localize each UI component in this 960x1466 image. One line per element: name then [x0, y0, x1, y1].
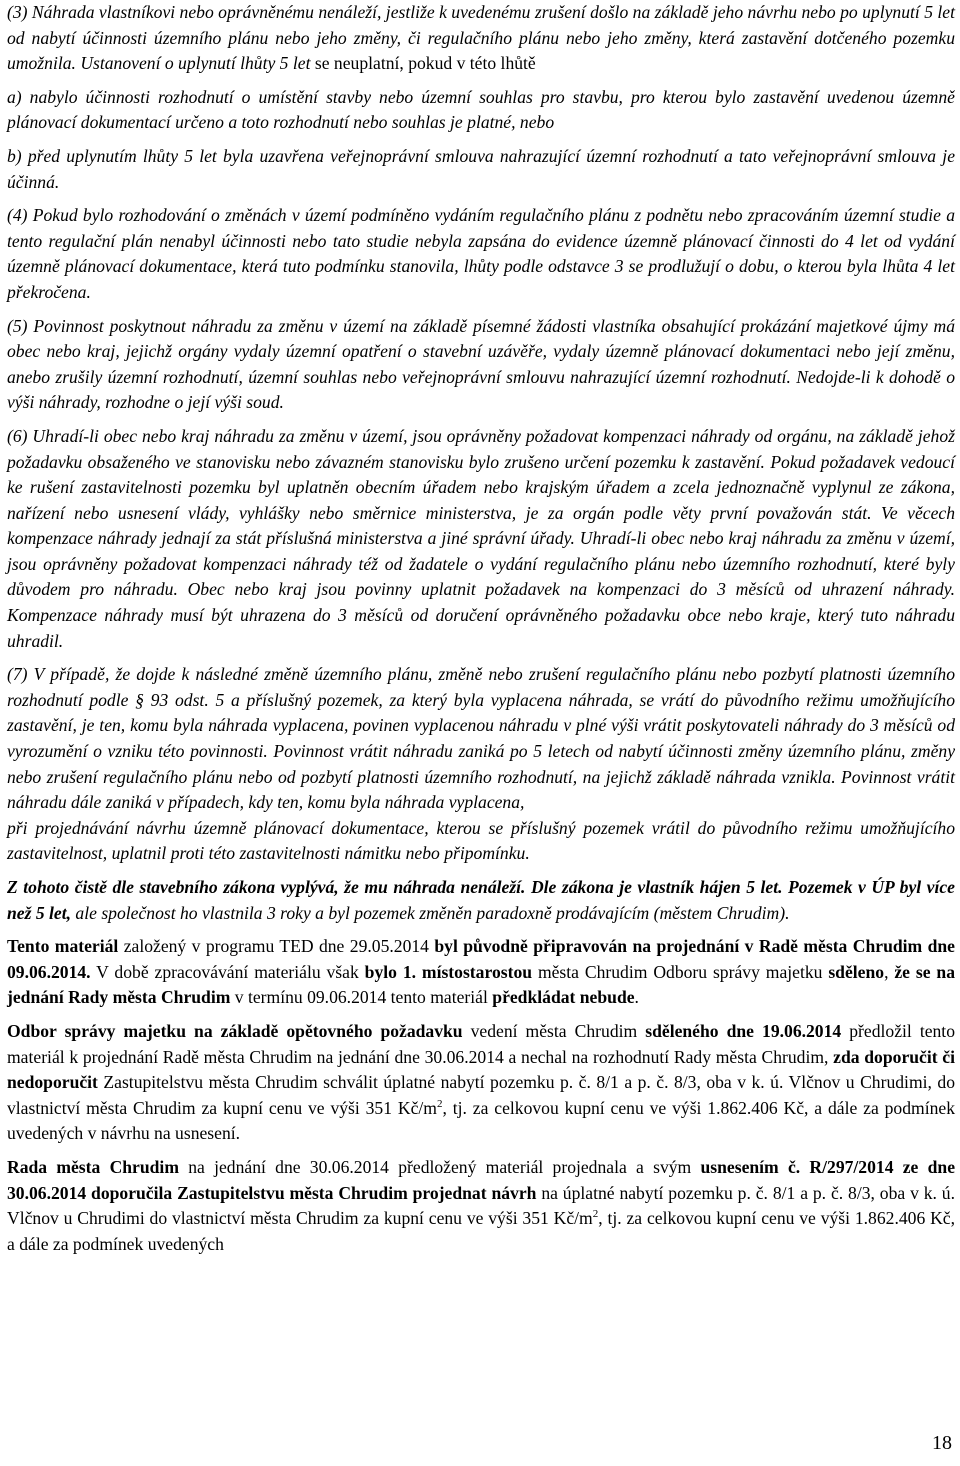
paragraph-3-point-b: b) před uplynutím lhůty 5 let byla uzavřena veřejnoprávní smlouva nahrazující územní rozhodnutí a tato veřejnoprávní smlouva je účinná.: [7, 145, 955, 192]
paragraph-3-condition: se neuplatní, pokud v této lhůtě: [314, 53, 536, 74]
rada-t3: , tj. za celkovou kupní cenu ve výši 1.862.406 Kč, a dále za podmínek uvedených: [7, 1208, 955, 1254]
paragraph-4: (4) Pokud bylo rozhodování o změnách v území podmíněno vydáním regulačního plánu z podnětu nebo zpracováním územní studie a tento regulační plán nenabyl účinnosti nebo tato studie nebyla zapsána do evidence územně plánovací činnosti do 4 let od vydání územně plánovací dokumentace, která tuto podmínku stanovila, lhůty podle odstavce 3 se prodlužují o dobu, o kterou byla lhůta 4 let překročena.: [7, 205, 955, 302]
tento-material-paragraph: [7, 934, 955, 1011]
paragraph-3-italic-tail: Ustanovení o uplynutí lhůty 5 let: [75, 53, 311, 74]
odbor-paragraph: [7, 1019, 955, 1147]
odbor-b1: Odbor správy majetku na základě opětovného požadavku: [7, 1020, 463, 1041]
tento-t3: města Chrudim Odboru správy majetku: [532, 961, 829, 982]
tento-t2: V době zpracovávání materiálu však: [90, 961, 365, 982]
conclusion-paragraph: [7, 875, 955, 926]
tento-t5: v termínu 09.06.2014 tento materiál: [230, 987, 493, 1008]
odbor-b3: zda doporučit či nedoporučit: [7, 1046, 955, 1093]
tento-b3: bylo 1. místostarostou: [364, 961, 533, 982]
odbor-t3: Zastupitelstvu města Chrudim schválit úplatné nabytí pozemku p. č. 8/1 a p. č. 8/3, oba v k. ú. Vlčnov u Chrudimi, do vlastnictví města Chrudim za kupní cenu ve výši 351 Kč/m: [7, 1072, 955, 1118]
tento-b5: že se na jednání Rady města Chrudim: [7, 961, 955, 1008]
document-page: [7, 0, 955, 1257]
tento-t6: .: [634, 987, 639, 1008]
rada-t1: na jednání dne 30.06.2014 předložený materiál projednala a svým: [178, 1156, 701, 1177]
odbor-t1: vedení města Chrudim: [462, 1020, 646, 1041]
rada-t2: na úplatné nabytí pozemku p. č. 8/1 a p. č. 8/3, oba v k. ú. Vlčnov u Chrudimi do vlastnictví města Chrudim za kupní cenu ve výši 351 Kč/m: [7, 1182, 956, 1229]
tento-b1: Tento materiál: [7, 936, 119, 957]
tento-b4: sděleno: [828, 961, 885, 982]
paragraph-3-italic: (3) Náhrada vlastníkovi nebo oprávněnému nenáleží, jestliže k uvedenému zrušení došlo na základě jeho návrhu nebo po uplynutí 5 let od nabytí účinnosti územního plánu nebo jeho změny, či regulačního plánu nebo jeho změny, která zastavění dotčeného pozemku umožnila.: [7, 2, 955, 74]
paragraph-3: [7, 0, 955, 77]
page-number: 18: [932, 1432, 952, 1454]
paragraph-5: (5) Povinnost poskytnout náhradu za změnu v území na základě písemné žádosti vlastníka obsahující prokázání majetkové újmy má obec nebo kraj, jejichž orgány vydaly územní opatření o stavební uzávěře, vydaly územně plánovací dokumentaci nebo její změnu, anebo zrušily územní rozhodnutí, územní souhlas nebo veřejnoprávní smlouvu nahrazující územní rozhodnutí. Nedojde-li k dohodě o výši náhrady, rozhodne o její výši soud.: [7, 315, 955, 413]
tento-b2: byl původně připravován na projednání v Radě města Chrudim dne 09.06.2014.: [7, 936, 955, 982]
odbor-superscript: 2: [436, 1097, 443, 1110]
rada-superscript: 2: [592, 1208, 599, 1221]
paragraph-7-continued: při projednávání návrhu územně plánovací dokumentace, kterou se příslušný pozemek vrátil do původního režimu umožňujícího zastavitelnost, uplatnil proti této zastavitelnosti námitku nebo připomínku.: [7, 817, 955, 864]
tento-t1: založený v programu TED dne 29.05.2014: [118, 936, 435, 957]
rada-b2: usnesením č. R/297/2014 ze dne 30.06.2014 doporučila Zastupitelstvu města Chrudim projednat návrh: [7, 1156, 955, 1203]
paragraph-3-point-a: a) nabylo účinnosti rozhodnutí o umístění stavby nebo územní souhlas pro stavbu, pro kterou bylo zastavění uvedenou územně plánovací dokumentací určeno a toto rozhodnutí nebo souhlas je platné, nebo: [7, 86, 955, 133]
paragraph-7: (7) V případě, že dojde k následné změně územního plánu, změně nebo zrušení regulačního plánu nebo pozbytí platnosti územního rozhodnutí podle § 93 odst. 5 a příslušný pozemek, za který byla vyplacena náhrada, se vrátí do původního režimu umožňujícího zastavění, je ten, komu byla náhrada vyplacena, povinen vyplacenou náhradu v plné výši vrátit poskytovateli náhrady do 3 měsíců od vyrozumění o vzniku této povinnosti. Povinnost vrátit náhradu zaniká po 5 letech od nabytí účinnosti změny územního plánu, změny nebo zrušení regulačního plánu nebo od pozbytí platnosti územního rozhodnutí, na jejichž základě náhrada vznikla. Povinnost vrátit náhradu dále zaniká v případech, kdy ten, komu byla náhrada vyplacena,: [7, 664, 955, 813]
odbor-t2: předložil tento materiál k projednání Radě města Chrudim na jednání dne 30.06.2014 a nechal na rozhodnutí Rady města Chrudim,: [7, 1020, 955, 1067]
tento-t4: ,: [884, 961, 895, 982]
odbor-t4: , tj. za celkovou kupní cenu ve výši 1.862.406 Kč, a dále za podmínek uvedených v návrhu na usnesení.: [7, 1097, 955, 1144]
conclusion-text: ale společnost ho vlastnila 3 roky a byl pozemek změněn paradoxně prodávajícím (městem Chrudim).: [71, 902, 790, 923]
paragraph-6: (6) Uhradí-li obec nebo kraj náhradu za změnu v území, jsou oprávněny požadovat kompenzaci náhrady od orgánu, na základě jehož požadavku obsaženého ve stanovisku nebo závazném stanovisku bylo zrušeno určení pozemku k zastavění. Pokud požadavek vedoucí ke rušení zastavitelnosti pozemku byl uplatněn obecním úřadem nebo krajským úřadem a zcela jednoznačně vyplynul ze zákona, nařízení nebo usnesení vlády, vyhlášky nebo směrnice ministerstva, je za orgán podle věty první považován stát. Ve věcech kompenzace náhrady jednají za stát příslušná ministerstva a jiné správní úřady. Uhradí-li obec nebo kraj náhradu za změnu v území, jsou oprávněny požadovat kompenzaci náhrady též od žadatele o vydání regulačního plánu nebo územního rozhodnutí, které byly důvodem pro náhradu. Obec nebo kraj jsou povinny uplatnit požadavek na kompenzaci do 3 měsíců od uhrazení náhrady. Kompenzace náhrady musí být uhrazena do 3 měsíců od doručení oprávněného požadavku obce nebo kraje, který tuto náhradu uhradil.: [7, 425, 955, 651]
conclusion-bold: Z tohoto čistě dle stavebního zákona vyplývá, že mu náhrada nenáleží. Dle zákona je vlastník hájen 5 let. Pozemek v ÚP byl více než 5 let,: [7, 877, 955, 923]
odbor-b2: sděleného dne 19.06.2014: [645, 1020, 842, 1041]
tento-b6: předkládat nebude: [492, 987, 635, 1008]
rada-paragraph: [7, 1155, 955, 1257]
rada-b1: Rada města Chrudim: [7, 1156, 179, 1177]
